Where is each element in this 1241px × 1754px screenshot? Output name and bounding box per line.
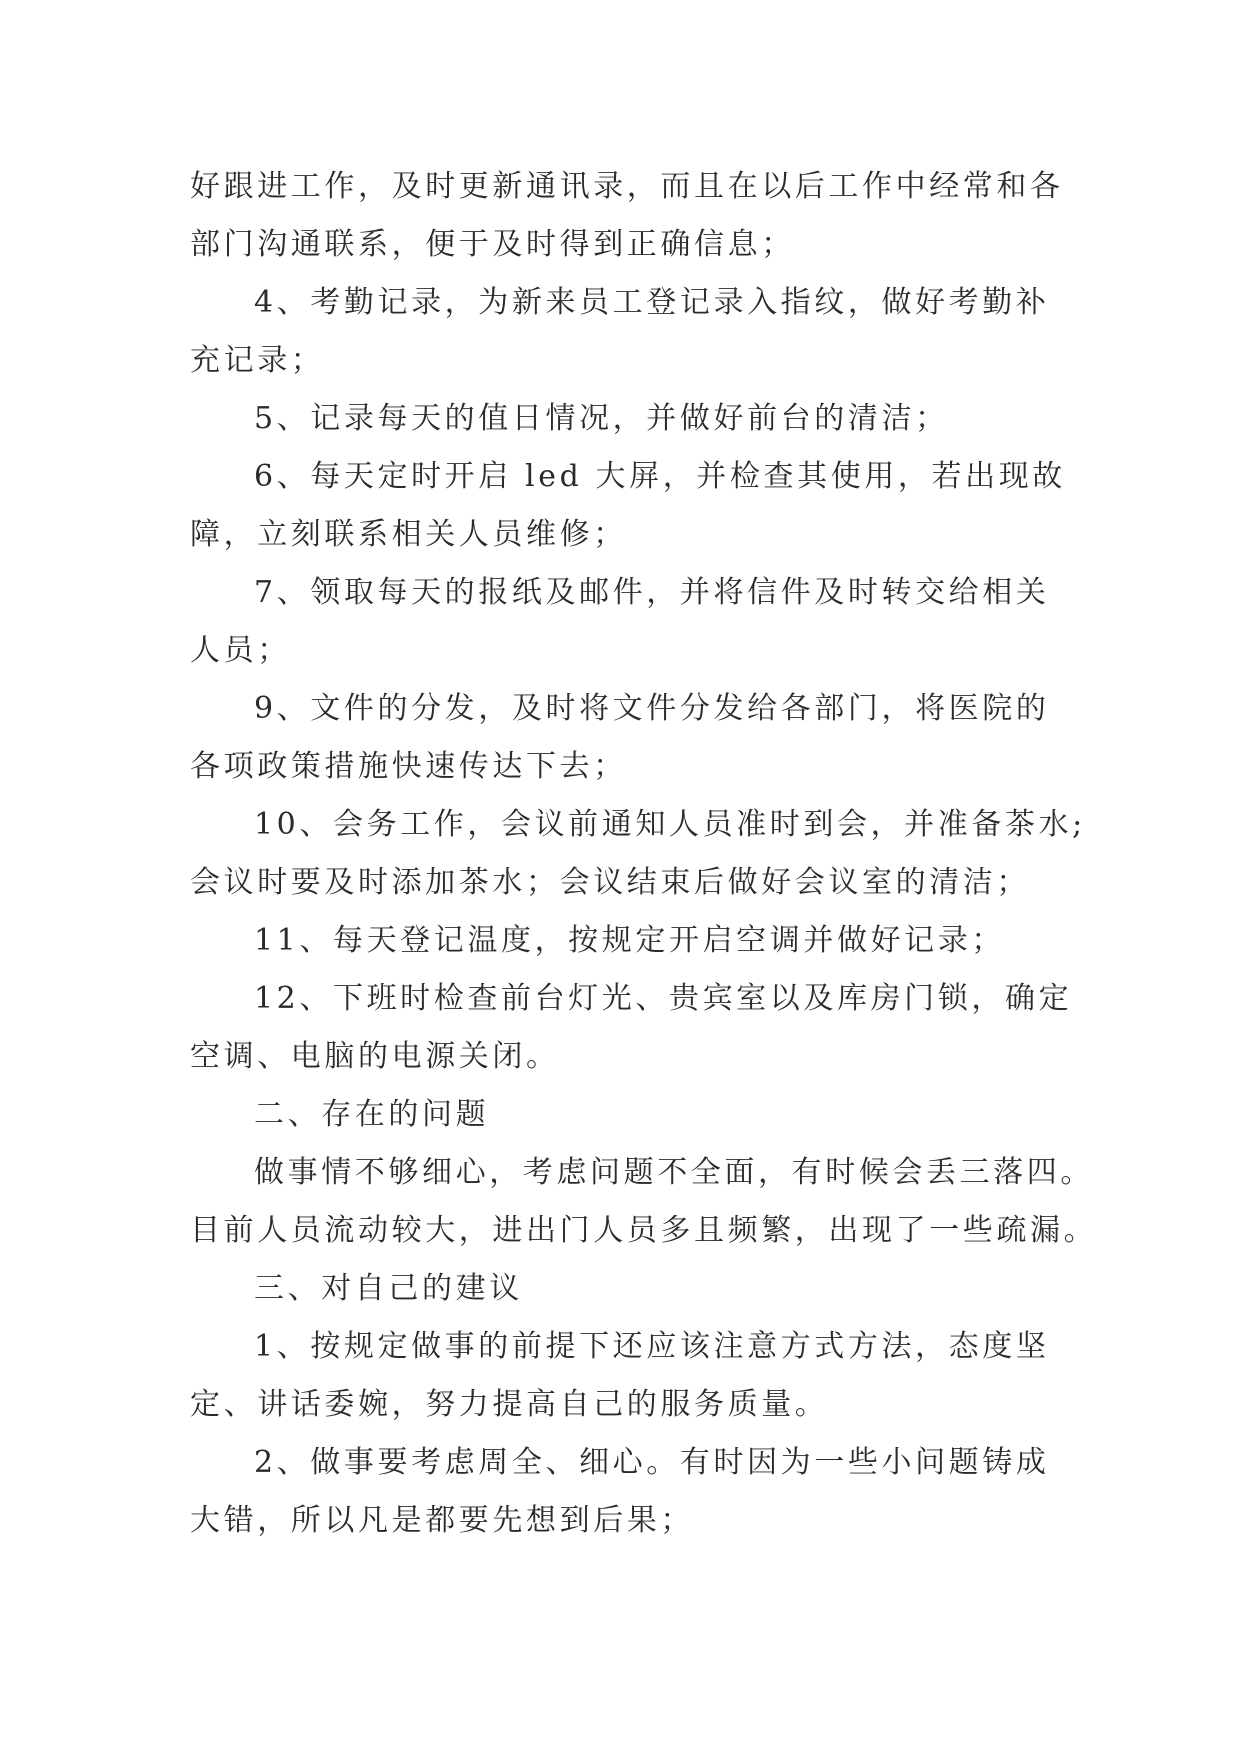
text-line: 7、领取每天的报纸及邮件，并将信件及时转交给相关 bbox=[254, 575, 1050, 610]
text-line: 5、记录每天的值日情况，并做好前台的清洁； bbox=[254, 401, 949, 436]
text-line: 做事情不够细心，考虑问题不全面，有时候会丢三落四。 bbox=[254, 1155, 1094, 1190]
text-line: 会议时要及时添加茶水；会议结束后做好会议室的清洁； bbox=[190, 865, 1030, 900]
text-line: 充记录； bbox=[190, 343, 325, 378]
document-body bbox=[190, 158, 1098, 1550]
text-line: 部门沟通联系，便于及时得到正确信息； bbox=[190, 227, 795, 262]
text-line: 目前人员流动较大，进出门人员多且频繁，出现了一些疏漏。 bbox=[190, 1213, 1098, 1248]
text-line: 大错，所以凡是都要先想到后果； bbox=[190, 1503, 694, 1538]
text-line: 人员； bbox=[190, 633, 291, 668]
text-line: 12、下班时检查前台灯光、贵宾室以及库房门锁，确定 bbox=[254, 981, 1073, 1016]
text-line: 4、考勤记录，为新来员工登记录入指纹，做好考勤补 bbox=[254, 285, 1050, 320]
text-line: 各项政策措施快速传达下去； bbox=[190, 749, 627, 784]
text-line: 空调、电脑的电源关闭。 bbox=[190, 1039, 560, 1074]
text-line: 9、文件的分发，及时将文件分发给各部门，将医院的 bbox=[254, 691, 1050, 726]
text-line: 1、按规定做事的前提下还应该注意方式方法，态度坚 bbox=[254, 1329, 1050, 1364]
text-line: 10、会务工作，会议前通知人员准时到会，并准备茶水; bbox=[254, 807, 1086, 842]
text-line: 2、做事要考虑周全、细心。有时因为一些小问题铸成 bbox=[254, 1445, 1050, 1480]
text-line: 好跟进工作，及时更新通讯录，而且在以后工作中经常和各 bbox=[190, 169, 1064, 204]
text-line: 6、每天定时开启 led 大屏，并检查其使用，若出现故 bbox=[254, 459, 1066, 494]
text-line: 障，立刻联系相关人员维修； bbox=[190, 517, 627, 552]
text-line: 定、讲话委婉，努力提高自己的服务质量。 bbox=[190, 1387, 829, 1422]
section-heading: 二、存在的问题 bbox=[254, 1097, 490, 1132]
text-line: 11、每天登记温度，按规定开启空调并做好记录； bbox=[254, 923, 1005, 958]
section-heading: 三、对自己的建议 bbox=[254, 1271, 523, 1306]
